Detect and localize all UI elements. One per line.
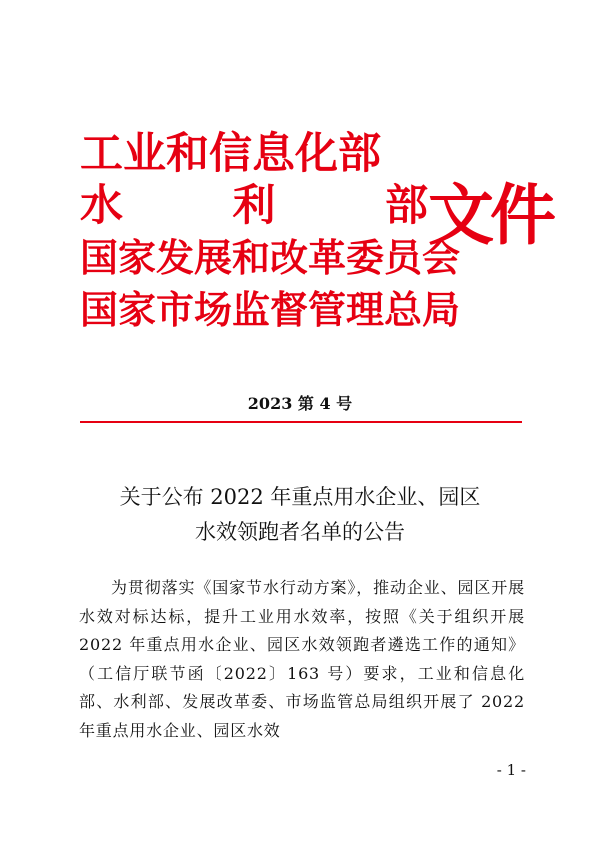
document-label: 文件 <box>428 177 552 254</box>
issuer-miit: 工业和信息化部 <box>80 129 381 179</box>
page-number: - 1 - <box>496 761 526 779</box>
issuer-water-resources-char: 部 <box>385 181 428 231</box>
title-line-1: 关于公布 2022 年重点用水企业、园区 <box>119 485 481 509</box>
issuer-samr: 国家市场监督管理总局 <box>80 288 461 332</box>
issuer-ndrc: 国家发展和改革委员会 <box>80 236 461 280</box>
document-title <box>40 480 560 550</box>
issuer-water-resources-char: 水 <box>80 181 123 231</box>
issuer-water-resources-char: 利 <box>232 181 276 231</box>
issuer-water-resources <box>80 180 428 232</box>
title-line-2: 水效领跑者名单的公告 <box>195 520 405 544</box>
red-divider-line <box>80 421 522 423</box>
document-number: 2023 第 4 号 <box>247 394 353 413</box>
issuing-authorities <box>80 128 461 336</box>
body-paragraph: 为贯彻落实《国家节水行动方案》，推动企业、园区开展水效对标达标，提升工业用水效率，按照《关于组织开展 2022 年重点用水企业、园区水效领跑者遴选工作的通知》（工信厅联节函〔2022〕163 号）要求，工业和信息化部、水利部、发展改革委、市场监管总局组织开展了 2022 年重点用水企业、园区水效 <box>79 578 525 740</box>
